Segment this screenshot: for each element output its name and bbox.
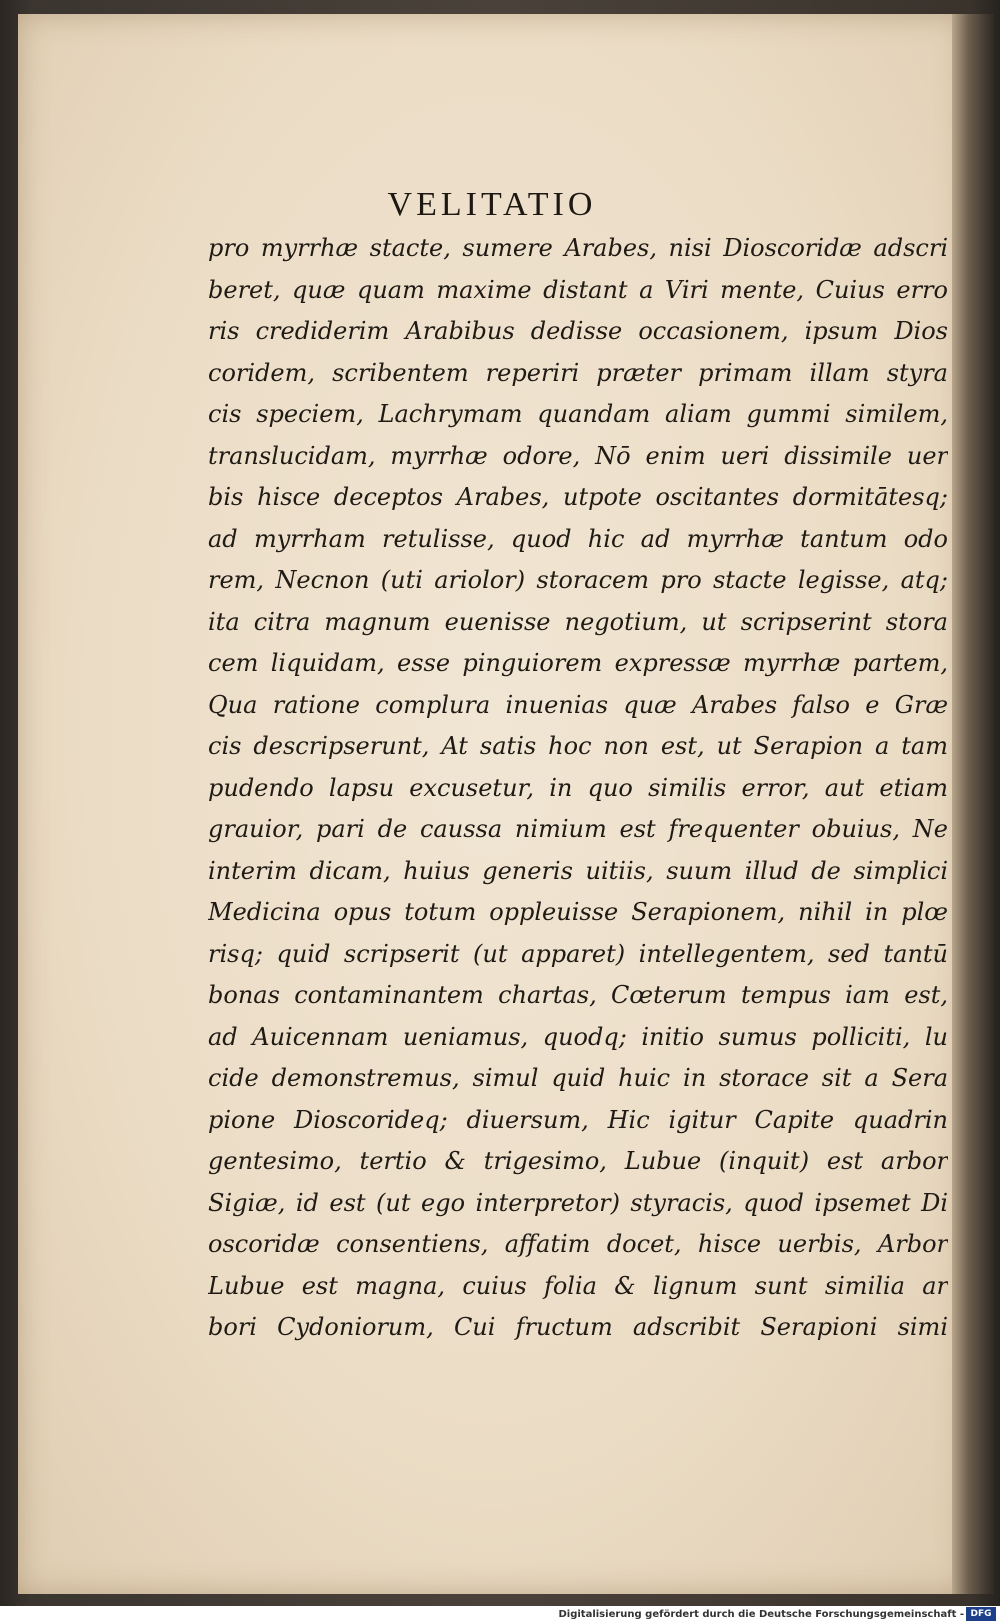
running-head: VELITATIO — [387, 186, 597, 223]
digitization-credit: Digitalisierung gefördert durch die Deutsche Forschungsgemeinschaft - — [558, 1609, 964, 1620]
text-line: bori Cydoniorum, Cui fructum adscribit Serapioni simi — [208, 1313, 948, 1341]
text-line: pione Dioscorideq; diuersum, Hic igitur Capite quadrin — [208, 1105, 948, 1134]
text-line: pudendo lapsu excusetur, in quo similis error, aut etiam — [208, 773, 948, 802]
text-line: Qua ratione complura inuenias quæ Arabes falso e Græ — [208, 690, 948, 719]
text-line: rem, Necnon (uti ariolor) storacem pro stacte legisse, atq; — [208, 566, 948, 594]
text-line: pro myrrhæ stacte, sumere Arabes, nisi Dioscoridæ adscri — [208, 234, 948, 262]
text-line: ita citra magnum euenisse negotium, ut scripserint stora — [208, 607, 948, 636]
text-line: risq; quid scripserit (ut apparet) intellegentem, sed tantū — [208, 939, 948, 968]
text-line: oscoridæ consentiens, affatim docet, hisce uerbis, Arbor — [208, 1230, 948, 1258]
text-line: cis speciem, Lachrymam quandam aliam gummi similem, — [208, 400, 948, 428]
text-line: coridem, scribentem reperiri præter primam illam styra — [208, 358, 948, 387]
text-line: cide demonstremus, simul quid huic in storace sit a Sera — [208, 1064, 948, 1092]
text-line: Medicina opus totum oppleuisse Serapionem, nihil in plœ — [208, 898, 948, 926]
text-line: ad Auicennam ueniamus, quodq; initio sumus polliciti, lu — [208, 1022, 948, 1051]
dfg-logo: DFG — [966, 1607, 996, 1621]
text-line: interim dicam, huius generis uitiis, suum illud de simplici — [208, 856, 948, 885]
text-line: Lubue est magna, cuius folia & lignum sunt similia ar — [208, 1271, 948, 1300]
text-line: bis hisce deceptos Arabes, utpote oscitantes dormitātesq; — [208, 483, 948, 511]
text-line: cem liquidam, esse pinguiorem expressæ myrrhæ partem, — [208, 649, 948, 677]
page-gutter — [952, 14, 994, 1594]
body-text — [208, 228, 948, 1349]
text-line: cis descripserunt, At satis hoc non est, ut Serapion a tam — [208, 732, 948, 760]
text-line: grauior, pari de caussa nimium est frequenter obuius, Ne — [208, 815, 948, 843]
text-line: Sigiæ, id est (ut ego interpretor) styracis, quod ipsemet Di — [208, 1188, 948, 1217]
text-line: translucidam, myrrhæ odore, Nō enim ueri dissimile uer — [208, 441, 948, 470]
text-line: gentesimo, tertio & trigesimo, Lubue (inquit) est arbor — [208, 1147, 948, 1175]
text-line: ris crediderim Arabibus dedisse occasionem, ipsum Dios — [208, 317, 948, 345]
text-line: beret, quæ quam maxime distant a Viri mente, Cuius erro — [208, 275, 948, 304]
text-line: ad myrrham retulisse, quod hic ad myrrhæ tantum odo — [208, 524, 948, 553]
text-line: bonas contaminantem chartas, Cœterum tempus iam est, — [208, 981, 948, 1009]
book-page — [18, 14, 966, 1594]
